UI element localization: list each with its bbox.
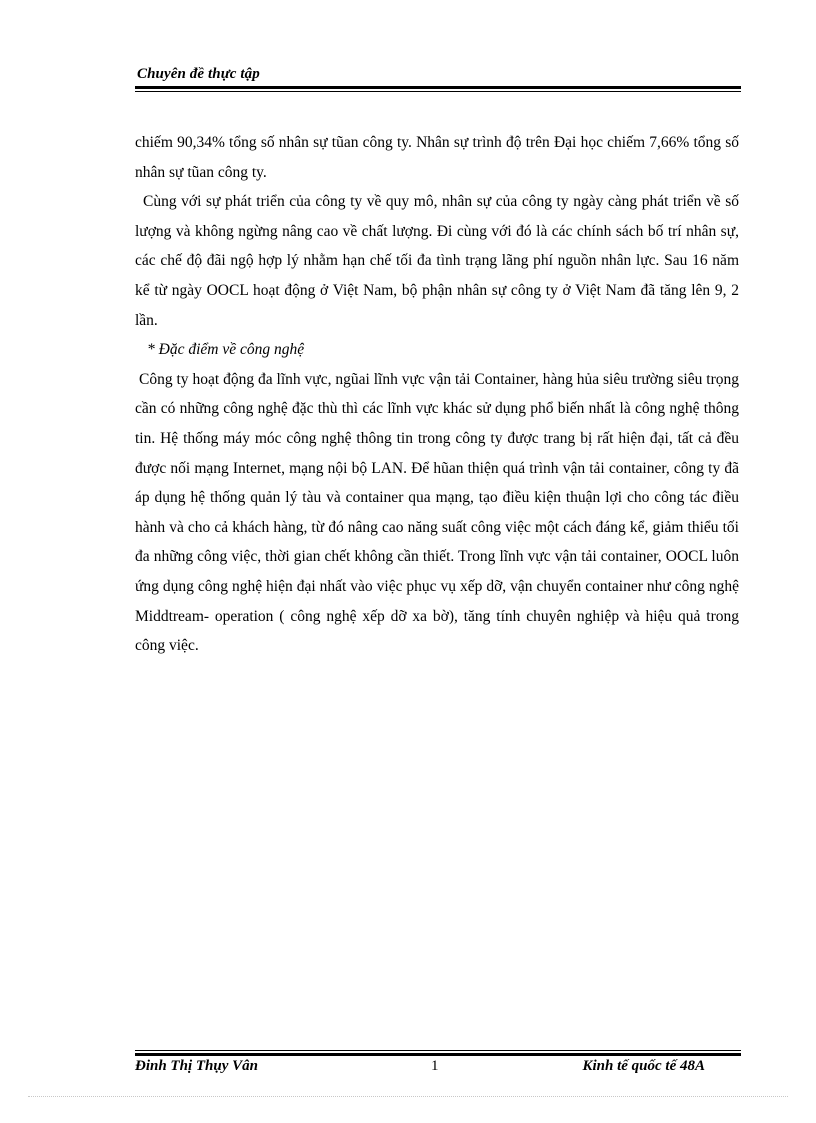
header-rule-thin: [135, 91, 741, 92]
footer-rule-thick: [135, 1053, 741, 1056]
section-heading-cong-nghe: * Đặc điểm về công nghệ: [147, 341, 305, 359]
page-footer: [135, 1058, 741, 1078]
footer-class-name: Kinh tế quốc tế 48A: [582, 1058, 705, 1074]
page-bottom-dotted-line: [28, 1096, 788, 1097]
page-number: 1: [431, 1058, 439, 1074]
header-rule-thick: [135, 86, 741, 89]
footer-rule-thin: [135, 1050, 741, 1051]
paragraph-nhan-su-trinh-do: chiếm 90,34% tổng số nhân sự tũan công ty. Nhân sự trình độ trên Đại học chiếm 7,66% tổng số nhân sự tũan công ty.: [135, 134, 739, 181]
paragraph-phat-trien-nhan-su: Cùng với sự phát triển của công ty về quy mô, nhân sự của công ty ngày càng phát triển về số lượng và không ngừng nâng cao về chất lượng. Đi cùng với đó là các chính sách bố trí nhân sự, các chế độ đãi ngộ hợp lý nhằm hạn chế tối đa tình trạng lãng phí nguồn nhân lực. Sau 16 năm kể từ ngày OOCL hoạt động ở Việt Nam, bộ phận nhân sự công ty ở Việt Nam đã tăng lên 9, 2 lần.: [135, 193, 739, 329]
paragraph-cong-nghe: Công ty hoạt động đa lĩnh vực, ngũai lĩnh vực vận tải Container, hàng hủa siêu trường siêu trọng cần có những công nghệ đặc thù thì các lĩnh vực khác sử dụng phổ biến nhất là công nghệ thông tin. Hệ thống máy móc công nghệ thông tin trong công ty được trang bị rất hiện đại, tất cả đều được nối mạng Internet, mạng nội bộ LAN. Để hũan thiện quá trình vận tải container, công ty đã áp dụng hệ thống quản lý tàu và container qua mạng, tạo điều kiện thuận lợi cho công tác điều hành và cho cả khách hàng, từ đó nâng cao năng suất công việc một cách đáng kể, giảm thiểu tối đa những công việc, thời gian chết không cần thiết. Trong lĩnh vực vận tải container, OOCL luôn ứng dụng công nghệ hiện đại nhất vào việc phục vụ xếp dỡ, vận chuyển container như công nghệ Middtream- operation ( công nghệ xếp dỡ xa bờ), tăng tính chuyên nghiệp và hiệu quả trong công việc.: [135, 370, 739, 655]
document-body: [135, 128, 739, 661]
header-title: Chuyên đề thực tập: [137, 66, 260, 82]
footer-author: Đinh Thị Thụy Vân: [135, 1058, 258, 1074]
